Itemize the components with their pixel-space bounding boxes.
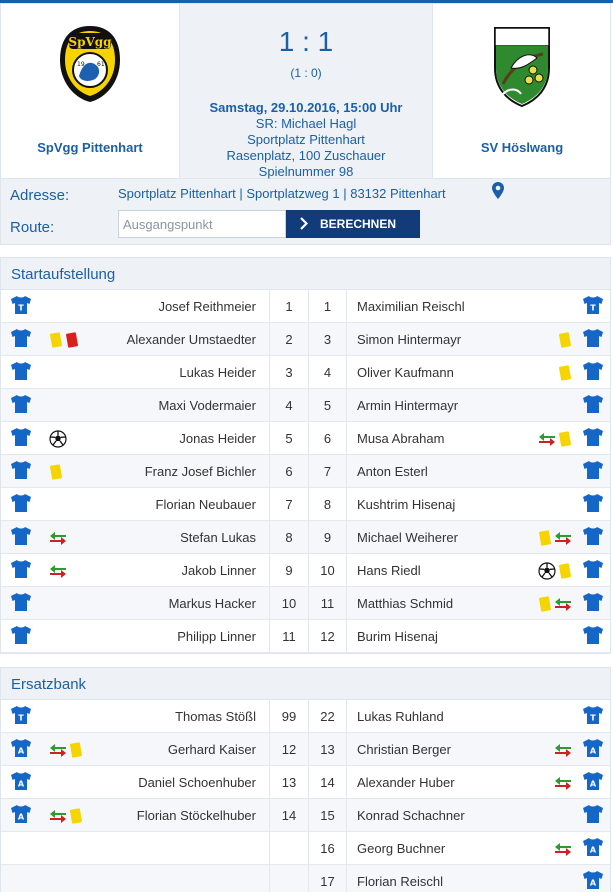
- substitution-icon: [49, 531, 67, 545]
- away-shirt-icon: [582, 493, 604, 516]
- player-row: [1, 323, 610, 356]
- svg-text:T: T: [590, 303, 596, 313]
- player-row: [1, 832, 610, 865]
- away-events: [558, 330, 572, 350]
- away-player-name[interactable]: Christian Berger: [357, 742, 451, 757]
- home-shirt-icon: [10, 526, 32, 549]
- home-player-number: 14: [269, 799, 309, 832]
- away-player-number: 16: [309, 832, 347, 865]
- away-player-name[interactable]: Matthias Schmid: [357, 596, 454, 611]
- home-player-number: 7: [269, 488, 309, 521]
- substitution-icon: [554, 597, 572, 611]
- home-shirt-icon: [10, 559, 32, 582]
- home-events: [49, 429, 67, 449]
- home-player-name[interactable]: Florian Stöckelhuber: [136, 808, 256, 823]
- away-shirt-icon: [582, 592, 604, 615]
- player-row: [1, 521, 610, 554]
- away-player-name[interactable]: Musa Abraham: [357, 431, 445, 446]
- away-player-number: 10: [309, 554, 347, 587]
- home-player-number: 5: [269, 422, 309, 455]
- calculate-route-button[interactable]: [286, 210, 420, 238]
- player-row: [1, 700, 610, 733]
- referee: SR: Michael Hagl: [255, 116, 357, 131]
- away-shirt-icon: [582, 625, 604, 648]
- away-events: [554, 773, 572, 793]
- away-events: [554, 839, 572, 859]
- home-player-name[interactable]: Maxi Vodermaier: [158, 398, 256, 413]
- home-player-number: 10: [269, 587, 309, 620]
- halftime-score: (1 : 0): [290, 66, 322, 80]
- home-player-number: 8: [269, 521, 309, 554]
- away-player-name[interactable]: Konrad Schachner: [357, 808, 465, 823]
- away-shirt-icon: [582, 295, 604, 318]
- away-player-number: 17: [309, 865, 347, 892]
- home-player-number: 4: [269, 389, 309, 422]
- home-player-number: 12: [269, 733, 309, 766]
- away-events: [538, 561, 572, 581]
- home-player-number: 11: [269, 620, 309, 653]
- away-player-name[interactable]: Kushtrim Hisenaj: [357, 497, 456, 512]
- match-meta: [180, 100, 432, 180]
- away-shirt-icon: [582, 870, 604, 892]
- home-player-number: 9: [269, 554, 309, 587]
- svg-text:A: A: [17, 812, 25, 822]
- route-start-input[interactable]: [118, 210, 286, 238]
- match-date: Samstag, 29.10.2016, 15:00 Uhr: [209, 100, 403, 115]
- starting-lineup-table: [1, 290, 610, 653]
- home-team-name[interactable]: SpVgg Pittenhart: [37, 140, 143, 155]
- away-player-number: 11: [309, 587, 347, 620]
- home-shirt-icon: [10, 804, 32, 827]
- player-row: [1, 799, 610, 832]
- away-player-number: 5: [309, 389, 347, 422]
- away-player-number: 3: [309, 323, 347, 356]
- away-player-number: 4: [309, 356, 347, 389]
- away-player-number: 15: [309, 799, 347, 832]
- away-crest-icon: [491, 24, 553, 108]
- pitch-info: Rasenplatz, 100 Zuschauer: [226, 148, 386, 163]
- bench-section: [0, 667, 611, 892]
- svg-text:T: T: [590, 713, 596, 723]
- home-player-name[interactable]: Jonas Heider: [179, 431, 256, 446]
- player-row: [1, 290, 610, 323]
- away-shirt-icon: [582, 328, 604, 351]
- yellow-card-icon: [558, 365, 572, 381]
- svg-text:A: A: [17, 746, 25, 756]
- player-row: [1, 356, 610, 389]
- home-player-name[interactable]: Alexander Umstaedter: [126, 332, 256, 347]
- home-player-name[interactable]: Gerhard Kaiser: [167, 742, 256, 757]
- home-events: [49, 561, 67, 581]
- venue: Sportplatz Pittenhart: [247, 132, 365, 147]
- home-events: [49, 462, 63, 482]
- home-shirt-icon: [10, 361, 32, 384]
- home-shirt-icon: [10, 460, 32, 483]
- away-events: [538, 594, 572, 614]
- home-events: [49, 528, 67, 548]
- away-shirt-icon: [582, 394, 604, 417]
- home-shirt-icon: [10, 427, 32, 450]
- away-player-name[interactable]: Maximilian Reischl: [357, 299, 465, 314]
- bench-table: [1, 700, 610, 892]
- address-label: Adresse:: [10, 187, 70, 204]
- svg-text:19: 19: [77, 61, 85, 68]
- player-row: [1, 766, 610, 799]
- home-events: [49, 330, 79, 350]
- address-text[interactable]: Sportplatz Pittenhart | Sportplatzweg 1 | 83132 Pittenhart: [118, 186, 446, 201]
- substitution-icon: [49, 809, 67, 823]
- away-events: [538, 528, 572, 548]
- away-player-number: 7: [309, 455, 347, 488]
- starting-lineup-section: [0, 257, 611, 654]
- home-team[interactable]: [1, 4, 179, 178]
- home-shirt-icon: [10, 295, 32, 318]
- player-row: [1, 554, 610, 587]
- home-shirt-icon: [10, 771, 32, 794]
- goal-ball-icon: [538, 562, 556, 580]
- starting-lineup-title: Startaufstellung: [1, 258, 610, 290]
- yellow-card-icon: [558, 563, 572, 579]
- chevron-right-icon: [300, 217, 308, 230]
- away-team[interactable]: [433, 4, 611, 178]
- svg-text:A: A: [589, 878, 597, 888]
- home-events: [49, 740, 83, 760]
- away-shirt-icon: [582, 738, 604, 761]
- player-row: [1, 455, 610, 488]
- player-row: [1, 488, 610, 521]
- yellow-card-icon: [69, 808, 83, 824]
- away-player-number: 6: [309, 422, 347, 455]
- away-shirt-icon: [582, 559, 604, 582]
- home-player-number: 1: [269, 290, 309, 323]
- home-player-number: [269, 832, 309, 865]
- home-crest-icon: [57, 24, 123, 104]
- home-shirt-icon: [10, 493, 32, 516]
- away-shirt-icon: [582, 804, 604, 827]
- home-shirt-icon: [10, 394, 32, 417]
- away-player-number: 12: [309, 620, 347, 653]
- home-player-name[interactable]: Stefan Lukas: [180, 530, 256, 545]
- away-player-name[interactable]: Michael Weiherer: [357, 530, 458, 545]
- away-shirt-icon: [582, 705, 604, 728]
- home-shirt-icon: [10, 705, 32, 728]
- yellow-card-icon: [558, 332, 572, 348]
- away-player-number: 14: [309, 766, 347, 799]
- substitution-icon: [554, 842, 572, 856]
- match-center: [179, 4, 433, 178]
- away-player-name[interactable]: Burim Hisenaj: [357, 629, 438, 644]
- calculate-button-label: BERECHNEN: [320, 217, 397, 231]
- map-pin-icon[interactable]: [492, 182, 504, 199]
- final-score: 1 : 1: [278, 26, 334, 57]
- substitution-icon: [538, 432, 556, 446]
- yellow-card-icon: [49, 332, 63, 348]
- svg-text:A: A: [17, 779, 25, 789]
- address-panel: [0, 179, 611, 245]
- away-player-number: 22: [309, 700, 347, 733]
- away-events: [538, 429, 572, 449]
- bench-title: Ersatzbank: [1, 668, 610, 700]
- away-player-name[interactable]: Lukas Ruhland: [357, 709, 444, 724]
- away-shirt-icon: [582, 460, 604, 483]
- yellow-card-icon: [69, 742, 83, 758]
- substitution-icon: [554, 531, 572, 545]
- yellow-card-icon: [558, 431, 572, 447]
- home-player-number: 3: [269, 356, 309, 389]
- home-player-name[interactable]: Florian Neubauer: [155, 497, 256, 512]
- yellow-card-icon: [49, 464, 63, 480]
- home-shirt-icon: [10, 625, 32, 648]
- player-row: [1, 733, 610, 766]
- svg-text:61: 61: [97, 61, 105, 68]
- home-shirt-icon: [10, 738, 32, 761]
- away-player-number: 8: [309, 488, 347, 521]
- home-player-name[interactable]: Philipp Linner: [177, 629, 256, 644]
- away-shirt-icon: [582, 427, 604, 450]
- match-header: [0, 3, 611, 179]
- svg-text:A: A: [589, 746, 597, 756]
- away-player-name[interactable]: Simon Hintermayr: [357, 332, 462, 347]
- away-team-name[interactable]: SV Höslwang: [480, 140, 564, 155]
- home-shirt-icon: [10, 592, 32, 615]
- home-player-number: [269, 865, 309, 892]
- route-label: Route:: [10, 219, 55, 236]
- svg-text:T: T: [18, 303, 24, 313]
- home-player-name[interactable]: Franz Josef Bichler: [144, 464, 256, 479]
- away-events: [554, 740, 572, 760]
- yellow-card-icon: [538, 596, 552, 612]
- home-player-name[interactable]: Josef Reithmeier: [158, 299, 256, 314]
- home-player-name[interactable]: Jakob Linner: [181, 563, 256, 578]
- away-player-number: 9: [309, 521, 347, 554]
- away-player-name[interactable]: Armin Hintermayr: [357, 398, 459, 413]
- away-shirt-icon: [582, 771, 604, 794]
- home-player-number: 2: [269, 323, 309, 356]
- substitution-icon: [554, 743, 572, 757]
- home-player-name[interactable]: Thomas Stößl: [175, 709, 256, 724]
- home-player-name[interactable]: Markus Hacker: [168, 596, 256, 611]
- player-row: [1, 389, 610, 422]
- player-row: [1, 422, 610, 455]
- home-player-name[interactable]: Lukas Heider: [179, 365, 256, 380]
- yellow-card-icon: [538, 530, 552, 546]
- away-player-name[interactable]: Oliver Kaufmann: [357, 365, 454, 380]
- player-row: [1, 587, 610, 620]
- svg-text:A: A: [589, 845, 597, 855]
- home-shirt-icon: [10, 328, 32, 351]
- game-number: Spielnummer 98: [258, 164, 354, 179]
- home-events: [49, 806, 83, 826]
- away-events: [558, 363, 572, 383]
- goal-ball-icon: [49, 430, 67, 448]
- away-player-name[interactable]: Florian Reischl: [357, 874, 443, 889]
- svg-text:A: A: [589, 779, 597, 789]
- substitution-icon: [49, 743, 67, 757]
- home-player-number: 13: [269, 766, 309, 799]
- red-card-icon: [65, 332, 79, 348]
- away-player-name[interactable]: Georg Buchner: [357, 841, 446, 856]
- player-row: [1, 620, 610, 653]
- svg-text:T: T: [18, 713, 24, 723]
- away-shirt-icon: [582, 526, 604, 549]
- away-shirt-icon: [582, 361, 604, 384]
- svg-text:SpVgg: SpVgg: [68, 35, 112, 49]
- away-player-name[interactable]: Hans Riedl: [357, 563, 421, 578]
- substitution-icon: [49, 564, 67, 578]
- away-shirt-icon: [582, 837, 604, 860]
- away-player-name[interactable]: Anton Esterl: [357, 464, 428, 479]
- substitution-icon: [554, 776, 572, 790]
- home-player-number: 6: [269, 455, 309, 488]
- away-player-number: 1: [309, 290, 347, 323]
- home-player-number: 99: [269, 700, 309, 733]
- away-player-number: 13: [309, 733, 347, 766]
- player-row: [1, 865, 610, 892]
- away-player-name[interactable]: Alexander Huber: [357, 775, 455, 790]
- home-player-name[interactable]: Daniel Schoenhuber: [138, 775, 256, 790]
